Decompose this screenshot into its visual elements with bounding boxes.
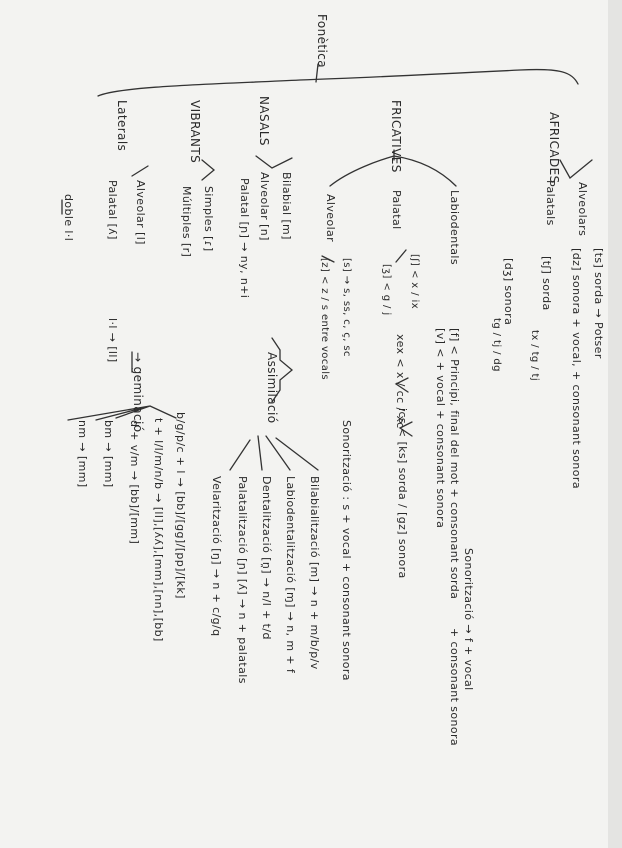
africades-sonoritzacio: Sonorització → f + vocal: [462, 548, 475, 691]
nasals-bilabialitzacio: Bilabialització [m] → n + m/b/p/v: [308, 476, 321, 670]
fricatives-labiodentals: Labiodentals: [448, 190, 461, 266]
vib-brace: [202, 160, 214, 180]
africades-sonoritzacio-2: + consonant sonora: [448, 628, 461, 747]
nasals-palatal: Palatal [ɲ] → ny, n+i: [238, 178, 251, 299]
nasals-bilabial: Bilabial [m]: [280, 172, 293, 240]
fricatives-z: [z] < z / s entre vocals: [319, 258, 330, 381]
fricatives-f: [f] < Principi, final del mot + consonant sorda: [448, 328, 461, 600]
fricatives-sonoritzacio: Sonorització : s + vocal + consonant sonora: [340, 420, 353, 681]
laterals-rule-1: b/g/p/c + l → [bb]/[gg]/[pp]/[kk]: [174, 412, 187, 599]
nasals-dentalitzacio: Dentalització [n̪] → n/l + t/d: [260, 476, 273, 640]
category-laterals: Laterals: [115, 100, 129, 152]
lat-brace: [132, 166, 148, 176]
root-branch-line: [98, 70, 578, 96]
fricatives-sh: [ʃ] < x / ix: [409, 254, 420, 310]
africades-palatals: Palatals: [544, 180, 557, 226]
nasals-labiodentalitzacio: Labiodentalització [ɱ] → n, m + f: [284, 476, 297, 674]
fricatives-palatals: Palatal: [390, 190, 403, 230]
laterals-rule-4: bm → [mm]: [102, 420, 115, 488]
nasals-alveolar: Alveolar [n]: [258, 172, 271, 241]
africades-ts: [ts] sorda → Potser: [592, 248, 605, 359]
pal-brace-1: [396, 250, 406, 262]
africades-dz: [dz] sonora + vocal, + consonant sonora: [570, 248, 583, 489]
fricatives-zh: [ʒ] < g / j: [381, 264, 392, 316]
nasals-palatalitzacio: Palatalització [ɲ] [ʎ] → n + palatals: [236, 476, 249, 684]
africades-alveolars: Alveolars: [576, 182, 589, 237]
laterals-geminacio: → geminació: [131, 352, 145, 433]
vibrants-simples: Simples [ɾ]: [202, 186, 215, 252]
asim-fan: [230, 436, 318, 470]
nasal-brace: [256, 156, 292, 168]
fricatives-v: [v] < + vocal + consonant sonora: [434, 328, 447, 529]
nasals-velaritzacio: Velarització [ŋ] → n + c/g/q: [210, 476, 223, 637]
africades-tsh-spell: tx / tg / tj: [529, 330, 540, 382]
fricatives-xex: xex < x / cc / xc: [394, 334, 407, 429]
afric-brace: [560, 160, 592, 178]
laterals-alveolar: Alveolar [l]: [134, 180, 147, 245]
fricatives-s: [s] → s, ss, c, ç, sc: [341, 258, 352, 357]
nasals-assimilacio: Assimilació: [265, 352, 279, 424]
africades-tsh: [tʃ] sorda: [540, 256, 553, 311]
category-nasals: NASALS: [257, 96, 271, 146]
root-title: Fonètica: [315, 14, 329, 68]
laterals-ll: l·l → [ll]: [106, 318, 119, 363]
laterals-palatal: Palatal [ʎ]: [106, 180, 119, 240]
africades-dzh: [dʒ] sonora: [502, 258, 515, 326]
laterals-rule-3: d + v/m → [bb]/[mm]: [128, 420, 141, 545]
vibrants-multiples: Múltiples [r]: [180, 186, 193, 258]
laterals-rule-2: t + l/l/m/n/b → [ll],[ʎʎ],[mm],[nn],[bb]: [152, 418, 165, 642]
category-fricatives: FRICATIVES: [389, 100, 403, 173]
category-vibrants: VIBRANTS: [188, 100, 202, 164]
fricatives-alveolars: Alveolar: [324, 194, 337, 243]
africades-dzh-spell: tg / tj / dg: [491, 318, 502, 372]
fricatives-ics: ics < [ks] sorda / [gz] sonora: [396, 408, 409, 579]
category-africades: AFRICADES: [547, 112, 561, 184]
laterals-doble: doble l·l: [62, 194, 75, 242]
laterals-rule-5: nm → [mm]: [76, 420, 89, 488]
